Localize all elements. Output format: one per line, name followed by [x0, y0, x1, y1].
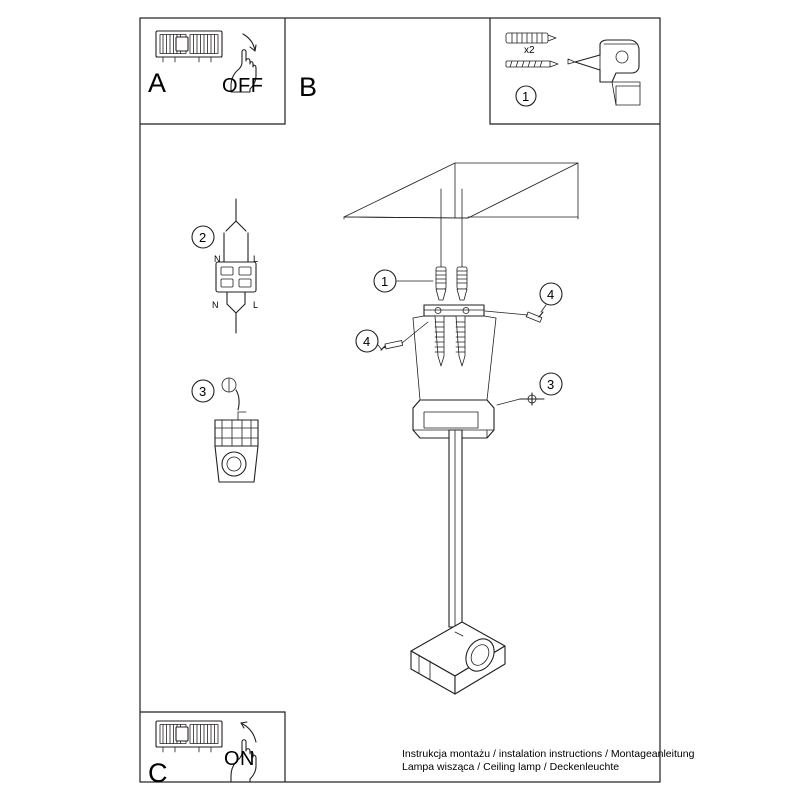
quantity-label: x2 [524, 45, 535, 56]
callout-label-4-right: 4 [547, 287, 555, 302]
drill-icon [568, 40, 640, 105]
page-border [140, 18, 660, 782]
callout-3-right [497, 373, 562, 405]
callout-label-4-left: 4 [363, 334, 371, 349]
callout-label-1-main: 1 [381, 274, 389, 289]
footer-line-1: Instrukcja montażu / instalation instructions / Montageanleitung [402, 748, 695, 760]
circuit-breaker-on-icon [156, 721, 222, 752]
panel-b-letter: B [299, 72, 318, 102]
callout-label-3a: 3 [199, 384, 207, 399]
panel-a-state: OFF [222, 75, 264, 97]
ceiling-plate [344, 163, 578, 219]
step-3-lamp-head-detail [192, 378, 258, 482]
callout-4-left [356, 322, 428, 352]
step-2-terminal-block [192, 199, 258, 333]
panel-c-letter: C [148, 758, 168, 788]
panel-step-1 [490, 18, 660, 124]
lamp-canopy [413, 316, 496, 627]
callout-label-2: 2 [199, 230, 207, 245]
terminal-label-l-bottom: L [253, 300, 259, 310]
footer-line-2: Lampa wisząca / Ceiling lamp / Deckenleuchte [402, 761, 620, 773]
callout-label-3-right: 3 [547, 377, 555, 392]
screw-icon [506, 61, 558, 67]
callout-label-1: 1 [522, 89, 530, 104]
screw-right-down [456, 316, 465, 366]
panel-a-off [140, 18, 285, 124]
circuit-breaker-off-icon [156, 31, 222, 62]
screw-left-down [435, 316, 444, 366]
small-screw-left [381, 340, 403, 350]
terminal-label-n-bottom: N [212, 300, 219, 310]
terminal-label-n-top: N [214, 254, 221, 264]
lamp-head [411, 622, 505, 694]
callout-4-right [485, 283, 562, 322]
allen-key-icon [520, 393, 544, 405]
ceiling-anchors [424, 189, 484, 366]
panel-c-on [140, 712, 285, 788]
wall-plug-left [436, 267, 446, 300]
terminal-label-l-top: L [253, 254, 259, 264]
small-screw-right [526, 312, 543, 322]
panel-a-letter: A [148, 68, 167, 98]
callout-1-main [374, 270, 433, 292]
wall-plug-icon [506, 33, 556, 43]
wall-plug-right [457, 267, 467, 300]
panel-c-state: ON [224, 748, 255, 770]
